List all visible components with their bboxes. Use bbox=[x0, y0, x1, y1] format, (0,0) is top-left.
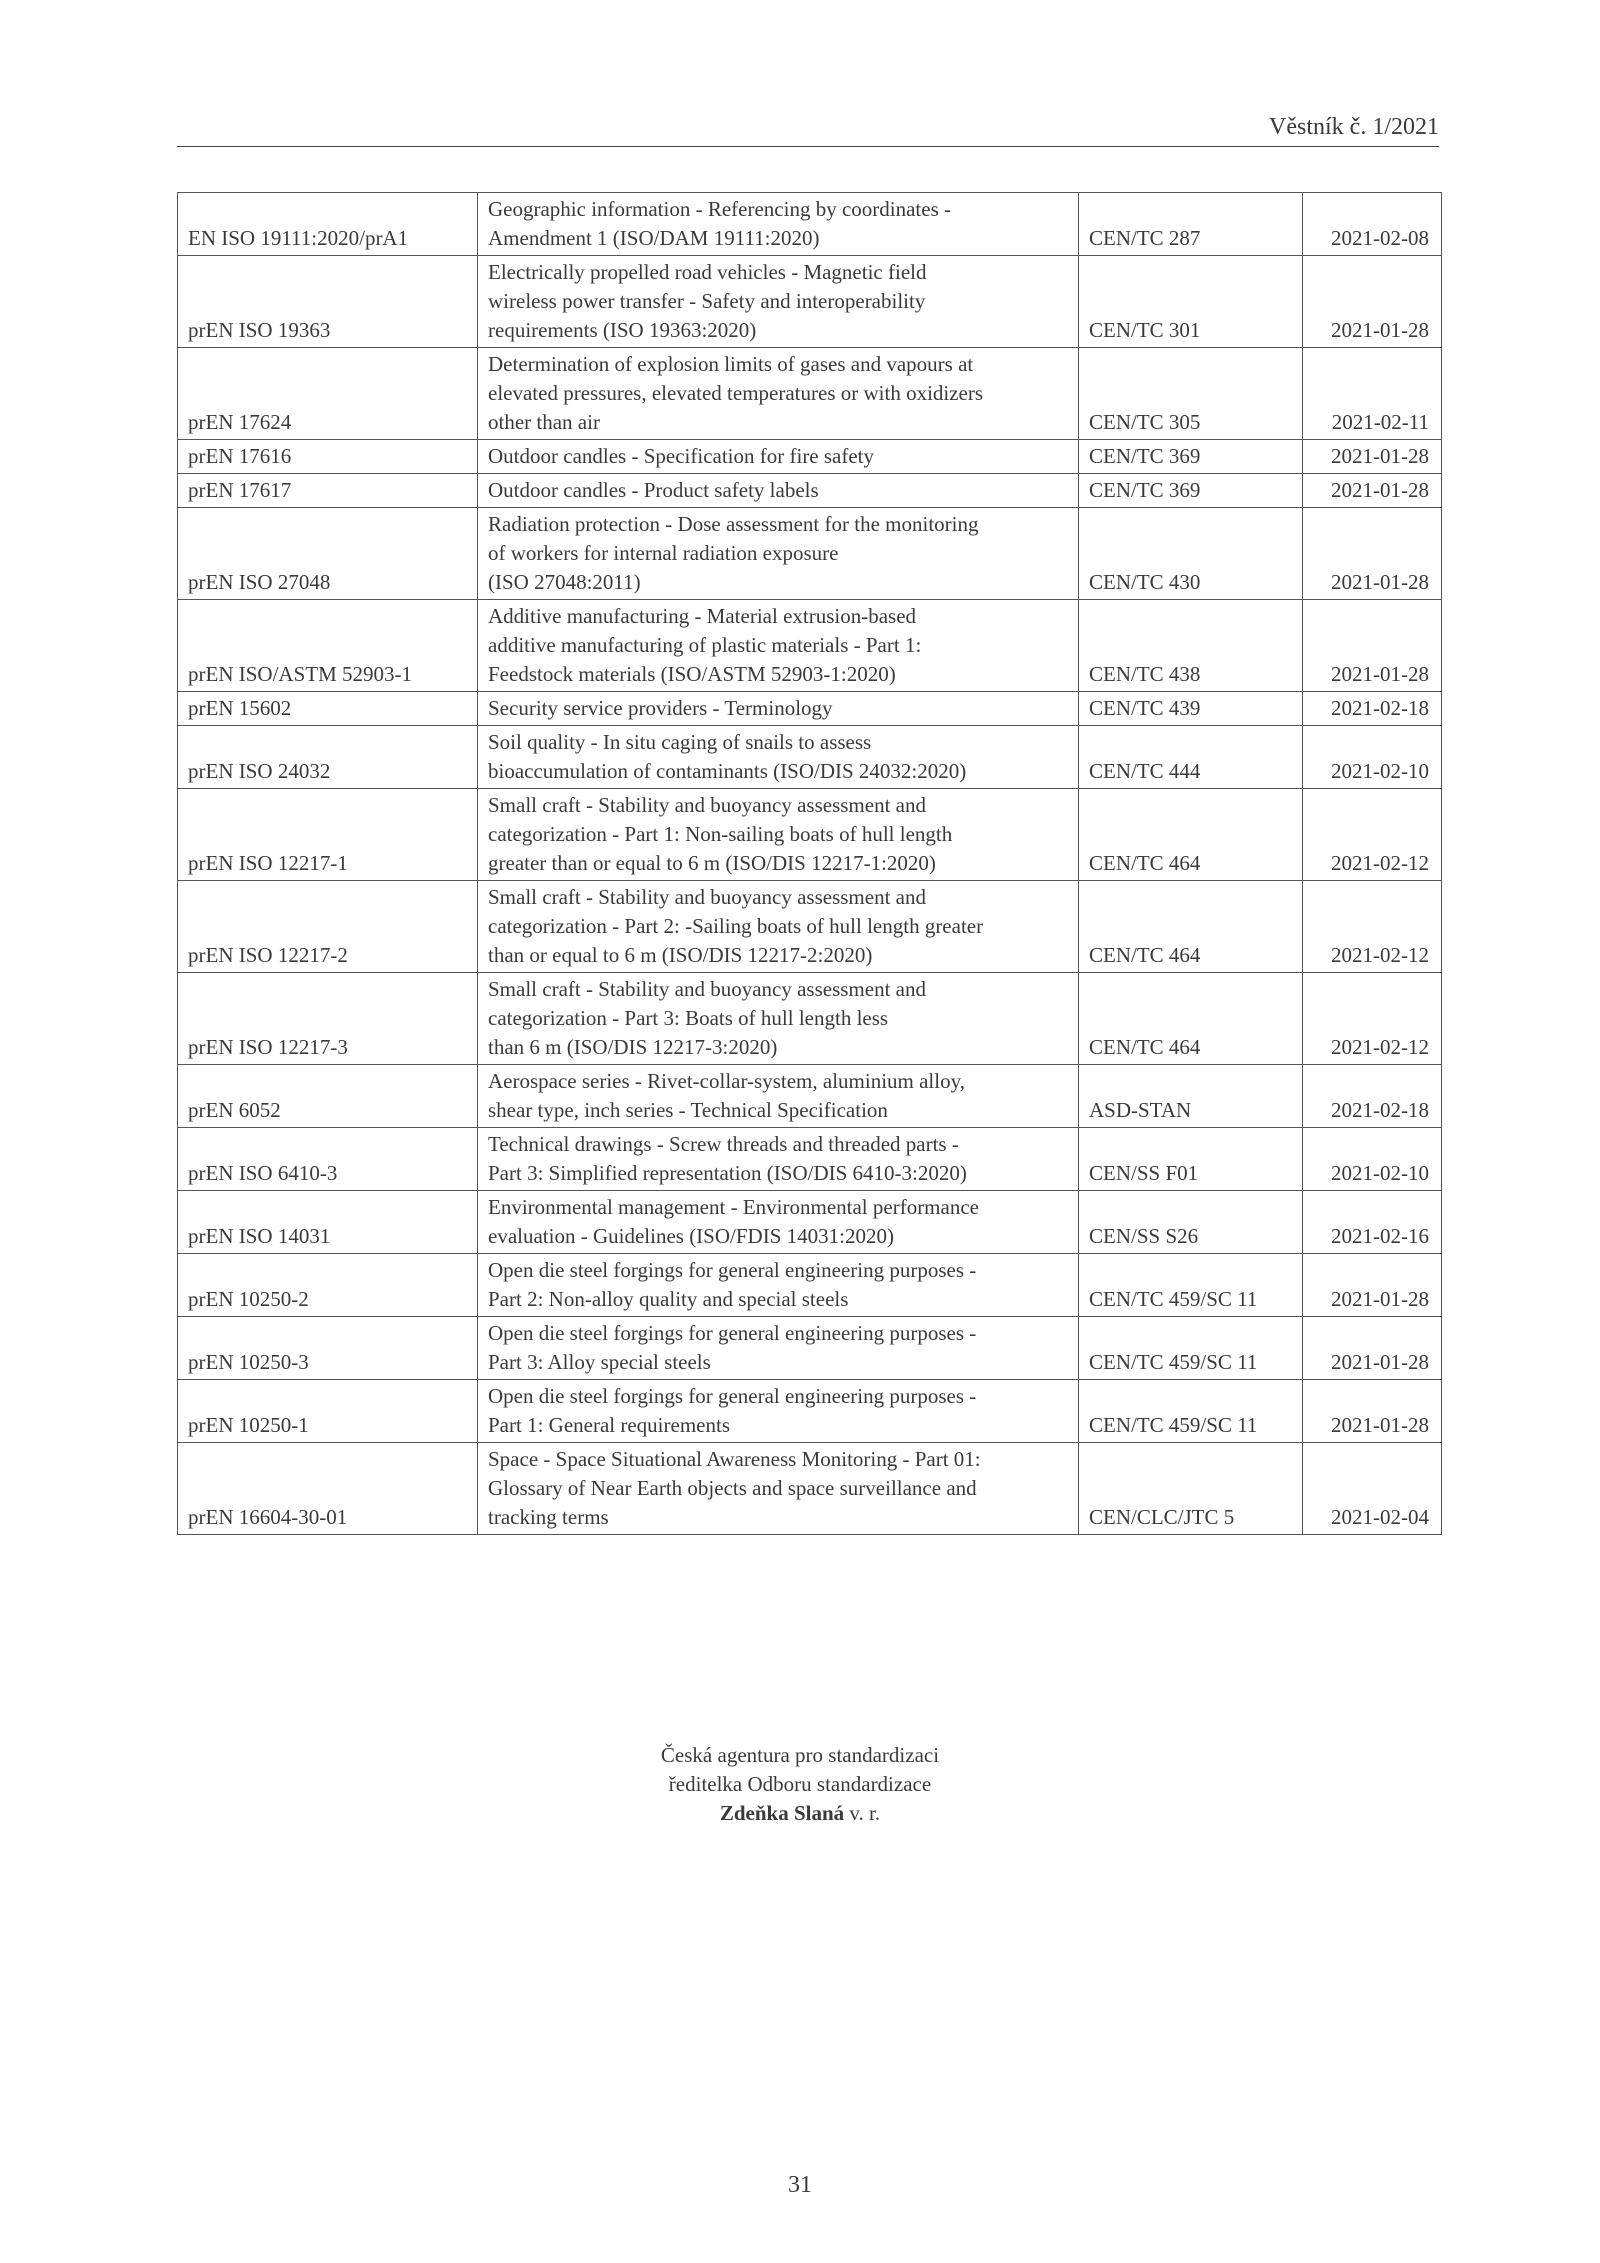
deadline-date-cell: 2021-02-08 bbox=[1303, 193, 1442, 256]
deadline-date-cell: 2021-02-11 bbox=[1303, 348, 1442, 440]
agency-name: Česká agentura pro standardizaci bbox=[660, 1743, 940, 1767]
deadline-date-cell: 2021-02-12 bbox=[1303, 973, 1442, 1065]
deadline-date-cell: 2021-01-28 bbox=[1303, 508, 1442, 600]
standard-title-cell: Soil quality - In situ caging of snails to assess bioaccumulation of contaminants (ISO/DIS 24032:2020) bbox=[478, 726, 1079, 789]
committee-cell: CEN/TC 438 bbox=[1079, 600, 1303, 692]
standard-code-cell: prEN 17624 bbox=[178, 348, 478, 440]
table-row bbox=[178, 193, 1442, 256]
standard-title-cell: Electrically propelled road vehicles - Magnetic field wireless power transfer - Safety and interoperability requirements (ISO 19363:2020) bbox=[478, 256, 1079, 348]
standard-code-cell: prEN 10250-1 bbox=[178, 1380, 478, 1443]
standard-title-cell: Small craft - Stability and buoyancy assessment and categorization - Part 3: Boats of hull length less than 6 m (ISO/DIS 12217-3:2020) bbox=[478, 973, 1079, 1065]
standard-code-cell: prEN ISO 12217-3 bbox=[178, 973, 478, 1065]
standard-title-cell: Environmental management - Environmental performance evaluation - Guidelines (ISO/FDIS 14031:2020) bbox=[478, 1191, 1079, 1254]
deadline-date-cell: 2021-02-04 bbox=[1303, 1443, 1442, 1535]
standard-code-cell: prEN 16604-30-01 bbox=[178, 1443, 478, 1535]
standard-code-cell: prEN ISO 24032 bbox=[178, 726, 478, 789]
committee-cell: CEN/TC 369 bbox=[1079, 474, 1303, 508]
table-row bbox=[178, 881, 1442, 973]
committee-cell: CEN/TC 459/SC 11 bbox=[1079, 1317, 1303, 1380]
deadline-date-cell: 2021-02-12 bbox=[1303, 881, 1442, 973]
committee-cell: CEN/CLC/JTC 5 bbox=[1079, 1443, 1303, 1535]
standard-code-cell: prEN ISO 14031 bbox=[178, 1191, 478, 1254]
standard-code-cell: prEN 6052 bbox=[178, 1065, 478, 1128]
table-row bbox=[178, 1254, 1442, 1317]
table-row bbox=[178, 973, 1442, 1065]
committee-cell: CEN/SS S26 bbox=[1079, 1191, 1303, 1254]
committee-cell: CEN/TC 444 bbox=[1079, 726, 1303, 789]
committee-cell: CEN/TC 459/SC 11 bbox=[1079, 1254, 1303, 1317]
deadline-date-cell: 2021-02-12 bbox=[1303, 789, 1442, 881]
table-row bbox=[178, 726, 1442, 789]
publication-title: Věstník č. 1/2021 bbox=[1269, 114, 1439, 140]
standard-title-cell: Space - Space Situational Awareness Monitoring - Part 01: Glossary of Near Earth objects and space surveillance and tracking terms bbox=[478, 1443, 1079, 1535]
standard-code-cell: prEN 15602 bbox=[178, 692, 478, 726]
committee-cell: CEN/TC 305 bbox=[1079, 348, 1303, 440]
committee-cell: CEN/TC 430 bbox=[1079, 508, 1303, 600]
table-row bbox=[178, 692, 1442, 726]
table-row bbox=[178, 600, 1442, 692]
page-header bbox=[177, 108, 1439, 147]
standard-code-cell: prEN ISO 12217-1 bbox=[178, 789, 478, 881]
standard-title-cell: Radiation protection - Dose assessment for the monitoring of workers for internal radiation exposure (ISO 27048:2011) bbox=[478, 508, 1079, 600]
signatory-role: ředitelka Odboru standardizace bbox=[668, 1772, 932, 1796]
standard-code-cell: prEN 10250-2 bbox=[178, 1254, 478, 1317]
table-row bbox=[178, 256, 1442, 348]
signatory-line bbox=[0, 1799, 1600, 1828]
standard-title-cell: Aerospace series - Rivet-collar-system, aluminium alloy, shear type, inch series - Technical Specification bbox=[478, 1065, 1079, 1128]
standard-title-cell: Small craft - Stability and buoyancy assessment and categorization - Part 1: Non-sailing boats of hull length greater than or equal to 6 m (ISO/DIS 12217-1:2020) bbox=[478, 789, 1079, 881]
committee-cell: CEN/TC 459/SC 11 bbox=[1079, 1380, 1303, 1443]
signatory-name: Zdeňka Slaná bbox=[719, 1801, 845, 1825]
deadline-date-cell: 2021-01-28 bbox=[1303, 1380, 1442, 1443]
committee-cell: CEN/TC 464 bbox=[1079, 881, 1303, 973]
standard-code-cell: prEN ISO/ASTM 52903-1 bbox=[178, 600, 478, 692]
deadline-date-cell: 2021-01-28 bbox=[1303, 600, 1442, 692]
standard-code-cell: EN ISO 19111:2020/prA1 bbox=[178, 193, 478, 256]
deadline-date-cell: 2021-02-16 bbox=[1303, 1191, 1442, 1254]
committee-cell: CEN/TC 439 bbox=[1079, 692, 1303, 726]
standards-table-body bbox=[178, 193, 1442, 1535]
table-row bbox=[178, 1380, 1442, 1443]
standard-code-cell: prEN 17617 bbox=[178, 474, 478, 508]
standard-code-cell: prEN ISO 12217-2 bbox=[178, 881, 478, 973]
deadline-date-cell: 2021-02-18 bbox=[1303, 1065, 1442, 1128]
standard-title-cell: Small craft - Stability and buoyancy assessment and categorization - Part 2: -Sailing boats of hull length greater than or equal to 6 m (ISO/DIS 12217-2:2020) bbox=[478, 881, 1079, 973]
standard-title-cell: Open die steel forgings for general engineering purposes - Part 2: Non-alloy quality and special steels bbox=[478, 1254, 1079, 1317]
table-row bbox=[178, 508, 1442, 600]
deadline-date-cell: 2021-01-28 bbox=[1303, 440, 1442, 474]
deadline-date-cell: 2021-02-10 bbox=[1303, 1128, 1442, 1191]
standard-code-cell: prEN ISO 19363 bbox=[178, 256, 478, 348]
standard-title-cell: Outdoor candles - Product safety labels bbox=[478, 474, 1079, 508]
table-row bbox=[178, 440, 1442, 474]
standard-code-cell: prEN 17616 bbox=[178, 440, 478, 474]
signature-block bbox=[0, 1741, 1600, 1828]
standard-title-cell: Open die steel forgings for general engineering purposes - Part 1: General requirements bbox=[478, 1380, 1079, 1443]
standard-title-cell: Outdoor candles - Specification for fire safety bbox=[478, 440, 1079, 474]
standard-code-cell: prEN ISO 6410-3 bbox=[178, 1128, 478, 1191]
committee-cell: ASD-STAN bbox=[1079, 1065, 1303, 1128]
standard-title-cell: Additive manufacturing - Material extrusion-based additive manufacturing of plastic materials - Part 1: Feedstock materials (ISO/ASTM 52903-1:2020) bbox=[478, 600, 1079, 692]
standard-title-cell: Open die steel forgings for general engineering purposes - Part 3: Alloy special steels bbox=[478, 1317, 1079, 1380]
deadline-date-cell: 2021-02-18 bbox=[1303, 692, 1442, 726]
committee-cell: CEN/TC 287 bbox=[1079, 193, 1303, 256]
table-row bbox=[178, 348, 1442, 440]
standard-code-cell: prEN ISO 27048 bbox=[178, 508, 478, 600]
deadline-date-cell: 2021-01-28 bbox=[1303, 1317, 1442, 1380]
table-row bbox=[178, 1191, 1442, 1254]
table-row bbox=[178, 474, 1442, 508]
standard-title-cell: Technical drawings - Screw threads and threaded parts - Part 3: Simplified representation (ISO/DIS 6410-3:2020) bbox=[478, 1128, 1079, 1191]
standard-code-cell: prEN 10250-3 bbox=[178, 1317, 478, 1380]
committee-cell: CEN/TC 301 bbox=[1079, 256, 1303, 348]
deadline-date-cell: 2021-01-28 bbox=[1303, 256, 1442, 348]
standard-title-cell: Determination of explosion limits of gases and vapours at elevated pressures, elevated temperatures or with oxidizers other than air bbox=[478, 348, 1079, 440]
standard-title-cell: Security service providers - Terminology bbox=[478, 692, 1079, 726]
table-row bbox=[178, 1128, 1442, 1191]
table-row bbox=[178, 1065, 1442, 1128]
table-row bbox=[178, 789, 1442, 881]
committee-cell: CEN/TC 369 bbox=[1079, 440, 1303, 474]
committee-cell: CEN/SS F01 bbox=[1079, 1128, 1303, 1191]
committee-cell: CEN/TC 464 bbox=[1079, 789, 1303, 881]
deadline-date-cell: 2021-01-28 bbox=[1303, 1254, 1442, 1317]
deadline-date-cell: 2021-01-28 bbox=[1303, 474, 1442, 508]
standards-table bbox=[177, 192, 1442, 1535]
table-row bbox=[178, 1317, 1442, 1380]
page-number: 31 bbox=[788, 2172, 812, 2198]
table-row bbox=[178, 1443, 1442, 1535]
deadline-date-cell: 2021-02-10 bbox=[1303, 726, 1442, 789]
standard-title-cell: Geographic information - Referencing by coordinates - Amendment 1 (ISO/DAM 19111:2020) bbox=[478, 193, 1079, 256]
signatory-suffix: v. r. bbox=[844, 1801, 881, 1825]
committee-cell: CEN/TC 464 bbox=[1079, 973, 1303, 1065]
